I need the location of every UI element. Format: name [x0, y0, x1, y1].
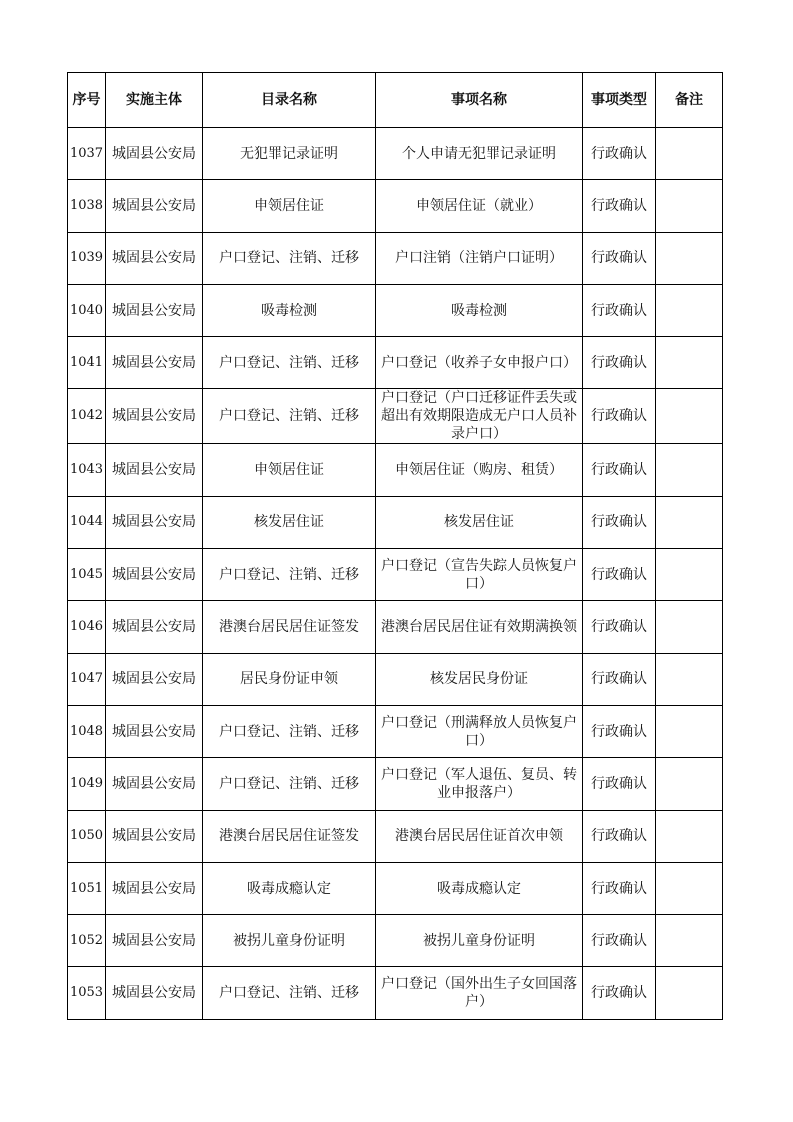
cell-type-text: 行政确认 — [591, 775, 647, 792]
cell-item — [376, 653, 583, 705]
cell-catalog — [203, 284, 376, 336]
cell-org — [106, 180, 203, 232]
cell-id-text: 1048 — [69, 723, 104, 739]
cell-catalog-text: 港澳台居民居住证签发 — [219, 619, 359, 636]
cell-note — [656, 389, 723, 444]
cell-type-text: 行政确认 — [591, 985, 647, 1002]
cell-note — [656, 549, 723, 601]
cell-id — [68, 232, 106, 284]
cell-catalog — [203, 444, 376, 496]
cell-type-text: 行政确认 — [591, 723, 647, 740]
cell-catalog-text: 申领居住证 — [254, 462, 324, 479]
cell-id-text: 1046 — [69, 619, 104, 635]
cell-catalog-text: 吸毒成瘾认定 — [247, 880, 331, 897]
cell-note — [656, 653, 723, 705]
cell-org-text: 城固县公安局 — [112, 145, 196, 162]
cell-catalog — [203, 758, 376, 810]
cell-org — [106, 915, 203, 967]
cell-item-text: 吸毒成瘾认定 — [437, 880, 521, 897]
cell-id — [68, 180, 106, 232]
cell-id — [68, 337, 106, 389]
cell-id — [68, 389, 106, 444]
cell-type — [583, 653, 656, 705]
cell-type-text: 行政确认 — [591, 302, 647, 319]
table-row — [68, 653, 723, 705]
cell-org-text: 城固县公安局 — [112, 985, 196, 1002]
cell-type-text: 行政确认 — [591, 671, 647, 688]
cell-org-text: 城固县公安局 — [112, 671, 196, 688]
cell-item-text: 被拐儿童身份证明 — [423, 932, 535, 949]
cell-org — [106, 967, 203, 1019]
cell-note — [656, 284, 723, 336]
cell-org-text: 城固县公安局 — [112, 354, 196, 371]
cell-type-text: 行政确认 — [591, 250, 647, 267]
cell-item — [376, 601, 583, 653]
cell-type-text: 行政确认 — [591, 932, 647, 949]
cell-note — [656, 601, 723, 653]
table-row — [68, 232, 723, 284]
cell-type-text: 行政确认 — [591, 354, 647, 371]
cell-org — [106, 862, 203, 914]
cell-catalog-text: 户口登记、注销、迁移 — [219, 408, 359, 425]
cell-org-text: 城固县公安局 — [112, 302, 196, 319]
cell-id-text: 1037 — [69, 145, 104, 161]
cell-catalog-text: 无犯罪记录证明 — [240, 145, 338, 162]
cell-id — [68, 653, 106, 705]
cell-catalog-text: 户口登记、注销、迁移 — [219, 985, 359, 1002]
cell-org-text: 城固县公安局 — [112, 566, 196, 583]
cell-item — [376, 810, 583, 862]
cell-id-text: 1049 — [69, 775, 104, 791]
cell-type — [583, 601, 656, 653]
cell-item-text: 申领居住证（购房、租赁） — [395, 462, 563, 479]
cell-type — [583, 967, 656, 1019]
cell-item-text: 户口登记（宣告失踪人员恢复户口） — [381, 557, 577, 592]
cell-org — [106, 128, 203, 180]
cell-note — [656, 967, 723, 1019]
header-id: 序号 — [68, 73, 106, 128]
cell-org — [106, 389, 203, 444]
cell-id-text: 1038 — [69, 197, 104, 213]
table-row — [68, 389, 723, 444]
cell-id — [68, 967, 106, 1019]
cell-org-text: 城固县公安局 — [112, 514, 196, 531]
cell-item — [376, 389, 583, 444]
table-row — [68, 444, 723, 496]
cell-item-text: 户口登记（军人退伍、复员、转业申报落户） — [381, 766, 577, 801]
cell-catalog — [203, 128, 376, 180]
cell-item — [376, 284, 583, 336]
cell-type-text: 行政确认 — [591, 619, 647, 636]
cell-item — [376, 128, 583, 180]
cell-id — [68, 284, 106, 336]
cell-id — [68, 444, 106, 496]
cell-type — [583, 758, 656, 810]
cell-type — [583, 389, 656, 444]
cell-catalog — [203, 810, 376, 862]
table-row — [68, 549, 723, 601]
cell-catalog-text: 港澳台居民居住证签发 — [219, 828, 359, 845]
cell-org-text: 城固县公安局 — [112, 880, 196, 897]
cell-catalog — [203, 862, 376, 914]
cell-catalog — [203, 653, 376, 705]
cell-type-text: 行政确认 — [591, 408, 647, 425]
cell-id — [68, 810, 106, 862]
cell-note — [656, 705, 723, 757]
cell-org-text: 城固县公安局 — [112, 932, 196, 949]
cell-catalog-text: 户口登记、注销、迁移 — [219, 250, 359, 267]
cell-org-text: 城固县公安局 — [112, 408, 196, 425]
cell-catalog-text: 户口登记、注销、迁移 — [219, 723, 359, 740]
cell-item-text: 户口登记（收养子女申报户口） — [381, 354, 577, 371]
cell-catalog — [203, 601, 376, 653]
cell-item-text: 核发居住证 — [444, 514, 514, 531]
table-row — [68, 810, 723, 862]
table-row — [68, 705, 723, 757]
cell-org — [106, 549, 203, 601]
cell-id — [68, 862, 106, 914]
cell-type — [583, 444, 656, 496]
cell-id-text: 1045 — [69, 566, 104, 582]
cell-catalog — [203, 232, 376, 284]
cell-type-text: 行政确认 — [591, 880, 647, 897]
cell-item-text: 户口登记（户口迁移证件丢失或超出有效期限造成无户口人员补录户口） — [381, 390, 577, 443]
cell-catalog — [203, 549, 376, 601]
header-item: 事项名称 — [376, 73, 583, 128]
table-row — [68, 967, 723, 1019]
cell-item-text: 户口登记（刑满释放人员恢复户口） — [381, 714, 577, 749]
header-row — [68, 73, 723, 128]
table-row — [68, 758, 723, 810]
cell-type-text: 行政确认 — [591, 514, 647, 531]
cell-org — [106, 232, 203, 284]
cell-type-text: 行政确认 — [591, 566, 647, 583]
cell-item-text: 个人申请无犯罪记录证明 — [402, 145, 556, 162]
cell-catalog — [203, 389, 376, 444]
cell-id-text: 1043 — [69, 462, 104, 478]
cell-item-text: 吸毒检测 — [451, 302, 507, 319]
cell-item — [376, 232, 583, 284]
cell-org-text: 城固县公安局 — [112, 250, 196, 267]
table-row — [68, 180, 723, 232]
cell-catalog-text: 户口登记、注销、迁移 — [219, 775, 359, 792]
cell-org — [106, 601, 203, 653]
cell-item — [376, 915, 583, 967]
cell-type-text: 行政确认 — [591, 828, 647, 845]
cell-org — [106, 496, 203, 548]
cell-item — [376, 444, 583, 496]
cell-org-text: 城固县公安局 — [112, 723, 196, 740]
cell-type — [583, 232, 656, 284]
cell-catalog-text: 吸毒检测 — [261, 302, 317, 319]
header-type: 事项类型 — [583, 73, 656, 128]
cell-note — [656, 180, 723, 232]
cell-catalog-text: 被拐儿童身份证明 — [233, 932, 345, 949]
cell-id-text: 1044 — [69, 514, 104, 530]
cell-org — [106, 810, 203, 862]
cell-type — [583, 862, 656, 914]
cell-org-text: 城固县公安局 — [112, 775, 196, 792]
cell-note — [656, 862, 723, 914]
cell-note — [656, 128, 723, 180]
cell-org-text: 城固县公安局 — [112, 462, 196, 479]
cell-type — [583, 810, 656, 862]
cell-note — [656, 496, 723, 548]
table-row — [68, 496, 723, 548]
cell-type — [583, 128, 656, 180]
cell-item — [376, 180, 583, 232]
cell-note — [656, 810, 723, 862]
items-table — [67, 72, 723, 1020]
cell-org — [106, 444, 203, 496]
table-row — [68, 862, 723, 914]
cell-item — [376, 705, 583, 757]
cell-item-text: 港澳台居民居住证首次申领 — [395, 828, 563, 845]
cell-catalog — [203, 705, 376, 757]
cell-note — [656, 232, 723, 284]
cell-id — [68, 128, 106, 180]
cell-item — [376, 496, 583, 548]
cell-org-text: 城固县公安局 — [112, 197, 196, 214]
cell-type-text: 行政确认 — [591, 145, 647, 162]
table-row — [68, 915, 723, 967]
cell-org — [106, 705, 203, 757]
cell-item-text: 核发居民身份证 — [430, 671, 528, 688]
cell-type — [583, 705, 656, 757]
cell-org — [106, 758, 203, 810]
cell-org — [106, 284, 203, 336]
cell-type — [583, 549, 656, 601]
cell-catalog — [203, 915, 376, 967]
cell-id-text: 1053 — [69, 985, 104, 1001]
cell-note — [656, 758, 723, 810]
cell-catalog — [203, 180, 376, 232]
cell-catalog — [203, 967, 376, 1019]
cell-id-text: 1050 — [69, 828, 104, 844]
table-row — [68, 601, 723, 653]
cell-catalog — [203, 496, 376, 548]
cell-id-text: 1041 — [69, 354, 104, 370]
cell-org — [106, 653, 203, 705]
cell-type-text: 行政确认 — [591, 462, 647, 479]
cell-catalog — [203, 337, 376, 389]
cell-catalog-text: 户口登记、注销、迁移 — [219, 566, 359, 583]
cell-item-text: 户口注销（注销户口证明） — [395, 250, 563, 267]
cell-catalog-text: 核发居住证 — [254, 514, 324, 531]
header-note: 备注 — [656, 73, 723, 128]
table-row — [68, 284, 723, 336]
cell-id — [68, 496, 106, 548]
cell-id-text: 1042 — [69, 408, 104, 424]
cell-org-text: 城固县公安局 — [112, 828, 196, 845]
cell-org — [106, 337, 203, 389]
cell-org-text: 城固县公安局 — [112, 619, 196, 636]
cell-note — [656, 915, 723, 967]
cell-id-text: 1040 — [69, 302, 104, 318]
table-row — [68, 128, 723, 180]
cell-id — [68, 549, 106, 601]
cell-type — [583, 496, 656, 548]
header-catalog: 目录名称 — [203, 73, 376, 128]
cell-note — [656, 337, 723, 389]
cell-catalog-text: 申领居住证 — [254, 197, 324, 214]
cell-type — [583, 284, 656, 336]
cell-item — [376, 549, 583, 601]
cell-item-text: 港澳台居民居住证有效期满换领 — [381, 619, 577, 636]
cell-type-text: 行政确认 — [591, 197, 647, 214]
cell-catalog-text: 居民身份证申领 — [240, 671, 338, 688]
cell-type — [583, 915, 656, 967]
cell-item — [376, 967, 583, 1019]
cell-item-text: 户口登记（国外出生子女回国落户） — [381, 976, 577, 1011]
header-org: 实施主体 — [106, 73, 203, 128]
cell-item — [376, 862, 583, 914]
cell-id — [68, 601, 106, 653]
cell-id-text: 1051 — [69, 880, 104, 896]
cell-id — [68, 915, 106, 967]
cell-item-text: 申领居住证（就业） — [416, 197, 542, 214]
table-row — [68, 337, 723, 389]
cell-id-text: 1052 — [69, 932, 104, 948]
cell-type — [583, 180, 656, 232]
cell-id — [68, 758, 106, 810]
cell-item — [376, 758, 583, 810]
cell-id — [68, 705, 106, 757]
cell-id-text: 1047 — [69, 671, 104, 687]
cell-id-text: 1039 — [69, 250, 104, 266]
cell-type — [583, 337, 656, 389]
cell-item — [376, 337, 583, 389]
cell-note — [656, 444, 723, 496]
cell-catalog-text: 户口登记、注销、迁移 — [219, 354, 359, 371]
